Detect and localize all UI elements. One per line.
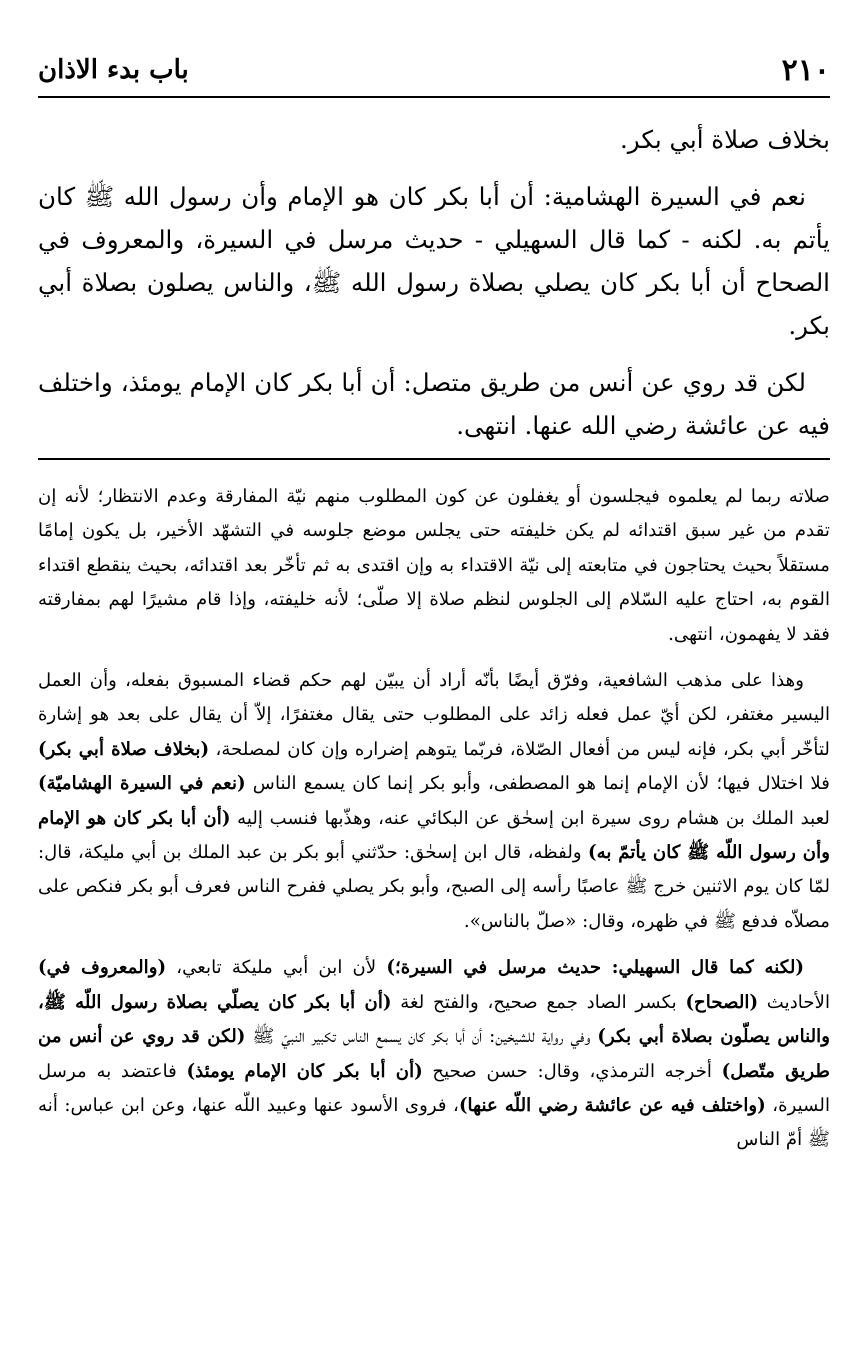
main-paragraph: بخلاف صلاة أبي بكر. <box>620 125 830 154</box>
page-header <box>38 48 830 92</box>
commentary-paragraph: صلاته ربما لم يعلموه فيجلسون أو يغفلون عن كون المطلوب منهم نيّة المفارقة وعدم الانتظار؛ لأنه إن تقدم من غير سبق اقتدائه لم يكن خليفته حتى يجلس موضع جلوسه في التشهّد الأخير، بل يكون إمامًا مستقلاً بحيث يحتاجون في متابعته إلى نيّة الاقتداء به وإن اقتدى به ثم تأخّر بعد اقتدائه، بحيث ينقطع اقتداء القوم به، احتاج عليه السّلام إلى الجلوس لنظم صلاة إلا صلّى؛ لأنه خليفته، وإذا قام مشيرًا لهم بمفارقته فقد لا يفهمون، انتهى. <box>38 486 830 645</box>
quoted-main-text: (الصحاح) <box>685 991 759 1013</box>
quoted-main-text: (واختلف فيه عن عائشة رضي اللّه عنها) <box>458 1094 766 1116</box>
commentary-text-run: لعبد الملك بن هشام روى سيرة ابن إسحٰق عن البكائي عنه، وهذّبها فنسب إليه <box>230 807 830 829</box>
main-paragraph: لكن قد روي عن أنس من طريق متصل: أن أبا بكر كان الإمام يومئذ، واختلف فيه عن عائشة رضي الله عنها. انتهى. <box>38 368 830 440</box>
chapter-title: باب بدء الاذان <box>38 55 189 85</box>
header-divider <box>38 96 830 98</box>
commentary-text <box>38 480 830 1170</box>
commentary-text-run: بكسر الصاد جمع صحيح، والفتح لغة <box>391 991 686 1013</box>
quoted-main-text: (أن أبا بكر كان الإمام يومئذ) <box>186 1060 423 1082</box>
quoted-main-text: (والمعروف في) <box>38 957 167 979</box>
quoted-main-text: (بخلاف صلاة أبي بكر) <box>38 738 210 760</box>
commentary-text-run: ، فروى الأسود عنها وعبيد اللّه عنها، وعن ابن عباس: أنه ﷺ أمّ الناس <box>38 1094 830 1151</box>
commentary-paragraph <box>38 951 830 1157</box>
commentary-text-run: أخرجه الترمذي، وقال: حسن صحيح <box>422 1060 722 1082</box>
commentary-text-run: وفي رواية للشيخين: أن أبا بكر كان يسمع الناس تكبير النبيّ ﷺ <box>245 1026 598 1048</box>
commentary-text-run: ولفظه، قال ابن إسحٰق: حدّثني أبو بكر بن عبد الملك بن أبي مليكة، قال: لمّا كان يوم الاثنين خرج ﷺ عاصبًا رأسه إلى الصبح، وأبو بكر يصلي ففرح الناس فعرف أبو بكر فنكص على مصلاّه فدفع ﷺ في ظهره، وقال: «صلّ بالناس». <box>38 842 830 932</box>
commentary-text-run: لأن ابن أبي مليكة تابعي، <box>166 957 387 979</box>
quoted-main-text: (لكنه كما قال السهيلي: حديث مرسل في السيرة؛) <box>386 957 804 979</box>
main-paragraph: نعم في السيرة الهشامية: أن أبا بكر كان هو الإمام وأن رسول الله ﷺ كان يأتم به. لكنه - كما قال السهيلي - حديث مرسل في السيرة، والمعروف في الصحاح أن أبا بكر كان يصلي بصلاة رسول الله ﷺ، والناس يصلون بصلاة أبي بكر. <box>38 182 830 340</box>
commentary-text-run: وهذا على مذهب الشافعية، وفرّق أيضًا بأنّه أراد أن يبيّن لهم حكم قضاء المسبوق بفعله، وأن العمل اليسير مغتفر، لكن أيّ عمل فعله زائد على المطلوب حتى يقال مغتفرًا، إلاّ أن يقال على بعد هو إشارة لتأخّر أبي بكر، فإنه ليس من أفعال الصّلاة، فربّما يتوهم إضراره وإن كان لمصلحة، <box>38 670 830 760</box>
commentary-paragraph <box>38 664 830 939</box>
commentary-text-run: فلا اختلال فيها؛ لأن الإمام إنما هو المصطفى، وأبو بكر إنما كان يسمع الناس <box>245 773 830 795</box>
commentary-text-run: الأحاديث <box>758 991 831 1013</box>
commentary-divider <box>38 458 830 460</box>
page-number: ٢١٠ <box>781 52 830 88</box>
quoted-main-text: (أن أبا بكر كان هو الإمام وأن رسول اللّه ﷺ كان يأتمّ به) <box>38 807 830 864</box>
quoted-main-text: (نعم في السيرة الهشاميّة) <box>38 773 246 795</box>
quoted-main-text: (أن أبا بكر كان يصلّي بصلاة رسول اللّه ﷺ، والناس يصلّون بصلاة أبي بكر) <box>38 991 831 1048</box>
main-text <box>38 118 830 461</box>
commentary-text-run: فاعتضد به مرسل السيرة، <box>38 1060 830 1116</box>
quoted-main-text: (لكن قد روي عن أنس من طريق متّصل) <box>38 1026 830 1082</box>
